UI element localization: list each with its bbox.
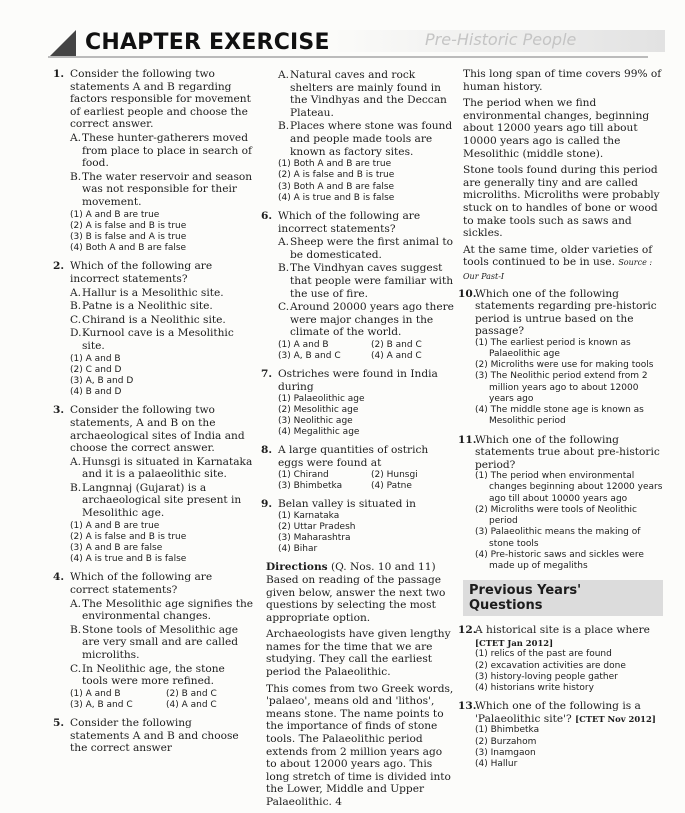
passage-paragraph: Stone tools found during this period are generally tiny and are called microliths. Microliths were probably stuck on to handles of bone or wood to make tools such as saws and sickles.: [463, 164, 660, 240]
option: (4) The middle stone age is known as Mesolithic period: [475, 405, 644, 427]
option: (1) Both A and B are true: [278, 159, 392, 170]
options-list: [70, 354, 254, 399]
option: (2) C and D: [70, 364, 122, 375]
option: (1) A and B are true: [70, 209, 160, 220]
question-number: 1.: [53, 68, 65, 80]
statement-letter: B.: [70, 170, 82, 183]
question-item: [53, 68, 254, 254]
option: (4) B and D: [70, 387, 122, 398]
option: (3) The Neolithic period extend from 2 million years ago to about 12000 years ago: [475, 371, 648, 404]
question-item: [458, 700, 663, 770]
option: (2) A is false and B is true: [70, 220, 187, 231]
question-item: [53, 404, 254, 565]
options-list: [475, 471, 663, 572]
statement-text: The Vindhyan caves suggest that people were familiar with the use of fire.: [290, 262, 454, 300]
statement: [70, 300, 254, 313]
statement-text: In Neolithic age, the stone tools were more refined.: [82, 662, 225, 688]
statement-text: Hunsgi is situated in Karnataka and it is a palaeolithic site.: [82, 455, 253, 481]
option: (1) The earliest period is known as Palaeolithic age: [475, 337, 631, 360]
option: (3) A and B are false: [70, 543, 163, 554]
passage-text: At the same time, older varieties of tools continued to be in use.: [463, 243, 653, 269]
statement-letter: C.: [70, 313, 82, 326]
statement-letter: C.: [70, 662, 82, 675]
option: (1) Palaeolithic age: [278, 393, 365, 404]
options-list: [278, 470, 456, 492]
option: (2) Mesolithic age: [278, 404, 359, 415]
question-item: [458, 433, 663, 573]
option: (2) Hunsgi: [371, 469, 418, 480]
question-item: [458, 624, 663, 694]
header-triangle-icon: [48, 30, 76, 58]
column-2: [261, 68, 456, 813]
column-1: [53, 68, 254, 761]
option: (3) A, B and D: [70, 375, 134, 386]
question-number: 6.: [261, 209, 273, 222]
statement-letter: B.: [278, 120, 290, 133]
statement: [70, 663, 254, 688]
question-text: Which one of the following statements regarding pre-historic period is untrue based on the passage?: [475, 287, 657, 338]
statement: [278, 262, 456, 300]
statement-letter: A.: [70, 131, 82, 144]
question-stem: [278, 498, 456, 511]
directions-label: Directions: [266, 561, 328, 574]
options-list: [475, 725, 663, 770]
question-continuation: [266, 69, 456, 204]
option: (2) A is false and B is true: [278, 170, 395, 181]
statement-text: The water reservoir and season was not responsible for their movement.: [82, 170, 253, 208]
options-list: [278, 511, 456, 556]
question-number: 5.: [53, 717, 65, 730]
question-item: [53, 717, 254, 755]
option: (4) A is true and B is false: [278, 192, 395, 203]
option: (3) Bhimbetka: [278, 480, 343, 491]
statement-text: Sheep were the first animal to be domesticated.: [290, 236, 453, 261]
question-number: 13.: [458, 700, 477, 713]
statement: [278, 120, 456, 158]
statement: [70, 598, 254, 623]
option: (4) Hallur: [475, 758, 518, 769]
chapter-title: CHAPTER EXERCISE: [85, 30, 330, 55]
question-stem: [70, 68, 254, 131]
directions-text: (Q. Nos. 10 and 11) Based on reading of the passage given below, answer the next two questions by selecting the most appropriate option.: [266, 561, 446, 624]
statement: [70, 171, 254, 209]
statement: [278, 69, 456, 119]
question-number: 10.: [458, 287, 477, 300]
options-list: [70, 521, 254, 566]
question-stem: [278, 210, 456, 235]
options-list: [278, 340, 456, 362]
option: (2) Microliths were use for making tools: [475, 360, 654, 371]
column-3: [458, 68, 663, 776]
question-stem: [70, 717, 254, 755]
question-number: 12.: [458, 624, 477, 637]
passage-paragraph: The period when we find environmental changes, beginning about 12000 years ago till about 10000 years ago is called the Mesolithic (middle stone).: [463, 97, 650, 160]
statement-letter: A.: [70, 455, 82, 468]
statement-letter: B.: [70, 481, 82, 494]
option: (4) A and C: [371, 351, 422, 362]
directions: [266, 561, 456, 624]
question-text: Which of the following are correct statements?: [70, 571, 213, 597]
passage-paragraph: This long span of time covers 99% of human history.: [463, 68, 662, 93]
statement-text: Natural caves and rock shelters are mainly found in the Vindhyas and the Deccan Plateau.: [290, 69, 447, 119]
exam-tag: [CTET Jan 2012]: [475, 637, 554, 648]
option: (4) Pre-historic saws and sickles were made up of megaliths: [475, 549, 644, 571]
question-stem: [475, 624, 663, 649]
question-stem: [70, 260, 254, 285]
question-text: Ostriches were found in India during: [278, 368, 438, 393]
statement: [70, 456, 254, 481]
option: (4) Both A and B are false: [70, 243, 187, 254]
options-list: [278, 394, 456, 439]
option: (1) A and B: [278, 339, 329, 350]
option: (4) historians write history: [475, 682, 594, 693]
previous-years-heading: Previous Years' Questions: [463, 580, 663, 616]
statement-letter: A.: [278, 69, 290, 81]
question-stem: [70, 404, 254, 454]
question-text: Which one of the following is a 'Palaeolithic site'?: [475, 700, 641, 725]
statement-letter: C.: [278, 301, 290, 314]
question-stem: [475, 700, 663, 725]
option: (4) Bihar: [278, 544, 318, 555]
options-list: [475, 338, 663, 428]
statement-text: Stone tools of Mesolithic age are very small and are called microliths.: [82, 623, 239, 662]
option: (1) Karnataka: [278, 510, 340, 521]
statement-text: Places where stone was found and people made tools are known as factory sites.: [290, 120, 453, 158]
option: (3) history-loving people gather: [475, 671, 618, 682]
option: (2) B and C: [166, 688, 217, 699]
statement-letter: D.: [70, 327, 82, 340]
question-item: [261, 444, 456, 492]
statement-letter: A.: [70, 286, 82, 299]
statement-text: Chirand is a Neolithic site.: [82, 313, 226, 326]
question-number: 8.: [261, 444, 273, 457]
question-stem: [475, 434, 663, 472]
statement-letter: B.: [70, 300, 82, 313]
option: (1) relics of the past are found: [475, 649, 612, 660]
option: (4) Patne: [371, 480, 412, 491]
question-item: [53, 571, 254, 711]
statement-text: Around 20000 years ago there were major changes in the climate of the world.: [290, 301, 454, 339]
option: (3) Palaeolithic means the making of stone tools: [475, 527, 641, 549]
statement: [70, 132, 254, 170]
option: (4) A is true and B is false: [70, 554, 187, 565]
option: (3) A, B and C: [70, 700, 133, 711]
statement: [70, 287, 254, 300]
option: (2) B and C: [371, 339, 422, 350]
question-number: 2.: [53, 260, 65, 273]
statement-letter: B.: [70, 623, 82, 636]
option: (2) excavation activities are done: [475, 660, 626, 671]
statement: [70, 482, 254, 520]
option: (2) Microliths were tools of Neolithic period: [475, 504, 637, 527]
statement: [278, 236, 456, 261]
question-number: 11.: [458, 433, 477, 446]
question-item: [53, 260, 254, 398]
header-ghost-text: Pre-Historic People: [425, 30, 577, 49]
statement: [70, 624, 254, 662]
options-list: [278, 159, 456, 204]
question-stem: [475, 288, 663, 338]
option: (1) A and B: [70, 353, 121, 364]
option: (1) A and B: [70, 688, 121, 699]
options-list: [70, 689, 254, 711]
options-list: [475, 649, 663, 694]
option: (1) Chirand: [278, 469, 329, 480]
option: (2) Burzahom: [475, 736, 537, 747]
statement: [278, 301, 456, 339]
statement-text: These hunter-gatherers moved from place to place in search of food.: [82, 131, 252, 170]
option: (3) Both A and B are false: [278, 181, 395, 192]
question-text: Which one of the following statements true about pre-historic period?: [475, 433, 660, 471]
question-text: A historical site is a place where: [475, 624, 650, 637]
question-text: Consider the following two statements, A and B on the archaeological sites of India and choose the correct answer.: [70, 404, 245, 455]
statement-letter: A.: [278, 236, 290, 249]
question-stem: [70, 571, 254, 596]
question-number: 4.: [53, 571, 65, 584]
question-item: [261, 368, 456, 438]
statement: [70, 314, 254, 327]
statement-letter: B.: [278, 262, 290, 275]
option: (3) Neolithic age: [278, 415, 353, 426]
question-number: 3.: [53, 404, 65, 417]
passage-paragraph: Archaeologists have given lengthy names for the time that we are studying. They call the earliest period the Palaeolithic.: [266, 628, 451, 679]
question-item: [458, 287, 663, 428]
chapter-header: [0, 0, 685, 62]
question-text: Consider the following statements A and B and choose the correct answer: [70, 717, 239, 755]
option: (4) A and C: [166, 700, 217, 711]
option: (1) The period when environmental changes beginning about 12000 years ago till about 10000 years ago: [475, 471, 663, 504]
question-item: [261, 209, 456, 362]
question-text: A large quantities of ostrich eggs were found at: [278, 444, 429, 469]
statement-text: Kurnool cave is a Mesolithic site.: [82, 327, 234, 352]
statement: [70, 327, 254, 352]
option: (3) Maharashtra: [278, 532, 351, 543]
option: (3) Inamgaon: [475, 747, 536, 758]
question-number: 7.: [261, 368, 273, 381]
question-text: Belan valley is situated in: [278, 497, 416, 510]
options-list: [70, 210, 254, 255]
option: (1) A and B are true: [70, 520, 160, 531]
question-number: 9.: [261, 497, 273, 510]
option: (4) Megalithic age: [278, 427, 360, 438]
option: (1) Bhimbetka: [475, 725, 540, 736]
question-item: [261, 497, 456, 555]
statement-letter: A.: [70, 597, 82, 610]
statement-text: Hallur is a Mesolithic site.: [82, 286, 224, 299]
statement-text: Langnnaj (Gujarat) is a archaeological site present in Mesolithic age.: [82, 481, 242, 520]
question-text: Which of the following are incorrect statements?: [278, 209, 421, 235]
option: (3) B is false and A is true: [70, 231, 187, 242]
passage-paragraph: This comes from two Greek words, 'palaeo', means old and 'lithos', means stone. The name points to the importance of finds of stone tools. The Palaeolithic period extends from 2 million years ago to about 12000 years ago. This long stretch of time is divided into the Lower, Middle and Upper Palaeolithic. 4: [266, 682, 454, 808]
exam-tag: [CTET Nov 2012]: [575, 713, 656, 724]
question-text: Which of the following are incorrect statements?: [70, 260, 213, 285]
passage-paragraph-last: [463, 244, 663, 284]
question-stem: [278, 368, 456, 393]
source-citation: Source : Our Past-I: [463, 258, 653, 281]
question-stem: [278, 444, 456, 469]
option: (2) A is false and B is true: [70, 531, 187, 542]
option: (3) A, B and C: [278, 351, 341, 362]
question-text: Consider the following two statements A and B regarding factors responsible for movement of earliest people and choose the correct answer.: [70, 68, 251, 131]
statement-text: Patne is a Neolithic site.: [82, 300, 213, 313]
option: (2) Uttar Pradesh: [278, 521, 356, 532]
statement-text: The Mesolithic age signifies the environmental changes.: [82, 597, 254, 623]
header-rule: [48, 56, 648, 58]
